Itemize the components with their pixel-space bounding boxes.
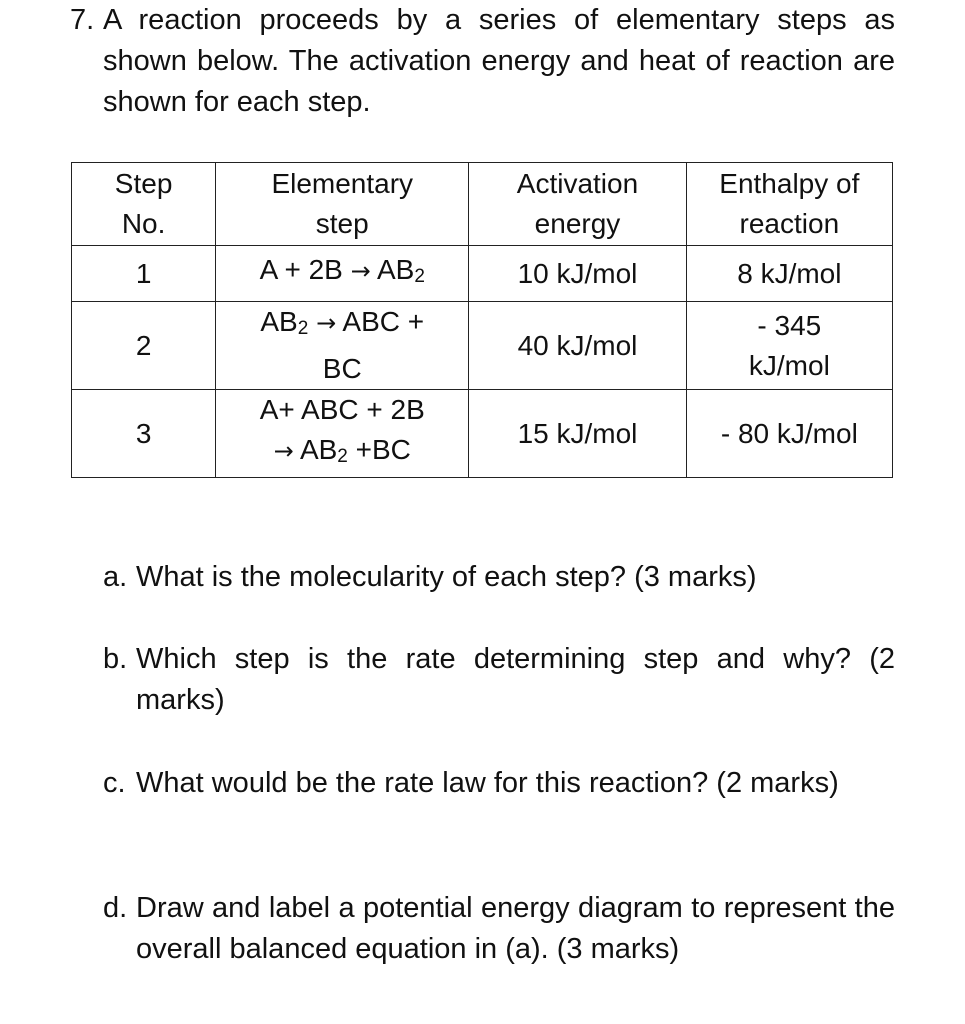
header-enthalpy: Enthalpy of reaction	[686, 163, 892, 246]
question-part-c	[103, 763, 895, 804]
table-row	[72, 302, 893, 390]
part-text: What would be the rate law for this reaction? (2 marks)	[136, 767, 839, 799]
activation-energy: 10 kJ/mol	[469, 246, 686, 302]
elementary-equation: A + 2B → AB2	[216, 246, 469, 302]
part-text: Draw and label a potential energy diagram to represent the overall balanced equation in (a). (3 marks)	[136, 892, 895, 965]
part-text: Which step is the rate determining step and why? (2 marks)	[136, 643, 895, 716]
reaction-arrow-icon: →	[350, 257, 371, 285]
question-number: 7.	[70, 4, 95, 36]
elementary-steps-table	[71, 162, 893, 478]
header-step-no: Step No.	[72, 163, 216, 246]
reaction-arrow-icon: →	[316, 309, 337, 337]
activation-energy: 40 kJ/mol	[469, 302, 686, 390]
enthalpy: - 80 kJ/mol	[686, 390, 892, 478]
elementary-equation: AB2 → ABC + BC	[216, 302, 469, 390]
table-header-row	[72, 163, 893, 246]
table-row	[72, 246, 893, 302]
table-row	[72, 390, 893, 478]
question-part-d	[103, 888, 895, 970]
part-label: a.	[103, 561, 128, 593]
question-part-b	[103, 639, 895, 721]
activation-energy: 15 kJ/mol	[469, 390, 686, 478]
step-number: 1	[72, 246, 216, 302]
enthalpy: 8 kJ/mol	[686, 246, 892, 302]
part-text: What is the molecularity of each step? (3 marks)	[136, 561, 757, 593]
question-intro	[70, 0, 895, 123]
step-number: 3	[72, 390, 216, 478]
header-elementary-step: Elementary step	[216, 163, 469, 246]
elementary-equation: A+ ABC + 2B → AB2 +BC	[216, 390, 469, 478]
reaction-arrow-icon: →	[273, 437, 294, 465]
part-label: d.	[103, 892, 128, 924]
header-activation-energy: Activation energy	[469, 163, 686, 246]
question-part-a	[103, 557, 895, 598]
part-label: c.	[103, 767, 126, 799]
question-text: A reaction proceeds by a series of elementary steps as shown below. The activation energy and heat of reaction are shown for each step.	[103, 4, 895, 118]
enthalpy: - 345 kJ/mol	[686, 302, 892, 390]
part-label: b.	[103, 643, 128, 675]
step-number: 2	[72, 302, 216, 390]
